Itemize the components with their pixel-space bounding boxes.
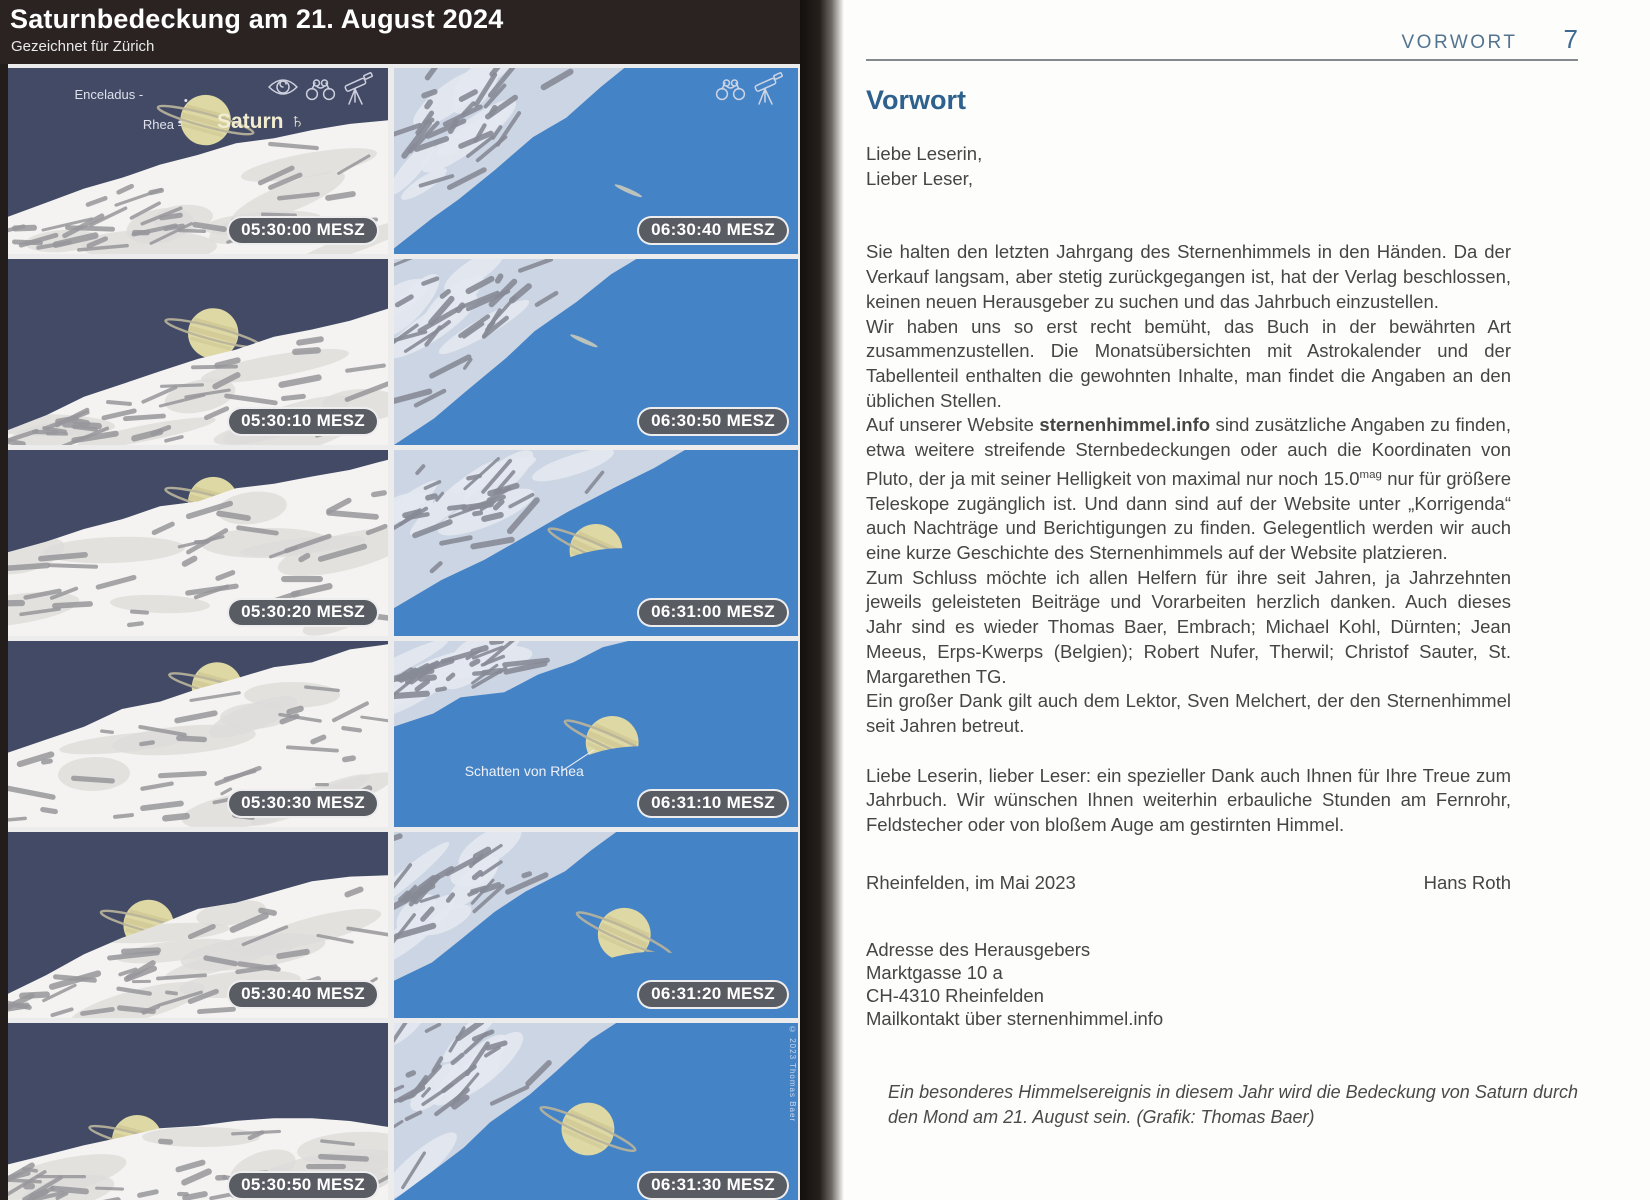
occultation-frame-1 — [8, 68, 388, 254]
foreword-paragraph: Zum Schluss möchte ich allen Helfern für ihre seit Jahren, ja Jahrzehnten jeweils geleisteten Beiträge und Vorarbeiten herzlich danken. Auch dieses Jahr sind es wieder Thomas Baer, Embrach; Michael Kohl, Dürnten; Jean Meeus, Erps-Kwerps (Belgien); Robert Nufer, Therwil; Christof Sauter, St. Margarethen TG. — [866, 566, 1511, 687]
address-line: Adresse des Herausgebers — [866, 939, 1091, 961]
address-line: Marktgasse 10 a — [866, 962, 1003, 984]
timestamp-badge: 05:30:10 MESZ — [227, 407, 379, 436]
book-spine-shadow — [800, 0, 844, 1200]
timestamp-badge: 06:31:10 MESZ — [637, 789, 789, 818]
occultation-frame-7 — [394, 68, 798, 254]
foreword-body — [866, 142, 1511, 1030]
timestamp-badge: 06:30:50 MESZ — [637, 407, 789, 436]
page-title: Saturnbedeckung am 21. August 2024 — [10, 4, 504, 34]
right-page — [844, 0, 1650, 1200]
occultation-frame-10 — [394, 641, 798, 827]
foreword-paragraph: Ein großer Dank gilt auch dem Lektor, Sven Melchert, der den Sternenhimmel seit Jahren betreut. — [866, 690, 1511, 736]
timestamp-badge: 06:30:40 MESZ — [637, 216, 789, 245]
timestamp-badge: 06:31:20 MESZ — [637, 980, 789, 1009]
foreword-paragraph: Liebe Leserin, lieber Leser: ein spezieller Dank auch Ihnen für Ihre Treue zum Jahrbuch. Wir wünschen Ihnen weiterhin erbauliche Stunden am Fernrohr, Feldstecher oder von bloßem Auge am gestirnten Himmel. — [866, 764, 1511, 836]
header-rule — [866, 59, 1578, 61]
signoff-place-date: Rheinfelden, im Mai 2023 — [866, 871, 1076, 893]
panel-label: Saturn ♄ — [217, 109, 306, 133]
address-line: Mailkontakt über sternenhimmel.info — [866, 1008, 1164, 1030]
page-number: 7 — [1563, 24, 1578, 54]
graphic-credit: © 2023 Thomas Baer — [788, 1025, 797, 1123]
foreword-paragraphs — [866, 240, 1511, 738]
timestamp-badge: 06:31:30 MESZ — [637, 1171, 789, 1200]
occultation-frame-4 — [8, 641, 388, 827]
occultation-frame-11 — [394, 832, 798, 1018]
timestamp-badge: 05:30:00 MESZ — [227, 216, 379, 245]
page-subtitle: Gezeichnet für Zürich — [11, 38, 155, 55]
occultation-panel-grid — [8, 64, 802, 1200]
timestamp-badge: 05:30:30 MESZ — [227, 789, 379, 818]
panel-label: Rhea - — [142, 117, 182, 133]
signoff-row — [866, 871, 1511, 896]
occultation-frame-3 — [8, 450, 388, 636]
image-caption: Ein besonderes Himmelsereignis in diesem Jahr wird die Bedeckung von Saturn durch den Mond am 21. August sein. (Grafik: Thomas Baer) — [888, 1082, 1578, 1127]
moon-satellite-dot — [184, 99, 187, 102]
panel-label: Schatten von Rhea — [464, 762, 584, 779]
timestamp-badge: 05:30:50 MESZ — [227, 1171, 379, 1200]
occultation-frame-12 — [394, 1023, 798, 1200]
salutation-line: Liebe Leserin, — [866, 143, 983, 164]
right-page-content — [866, 0, 1578, 1127]
panel-label: Enceladus - — [74, 86, 144, 102]
timestamp-badge: 05:30:40 MESZ — [227, 980, 379, 1009]
running-header — [866, 24, 1578, 55]
timestamp-badge: 06:31:00 MESZ — [637, 598, 789, 627]
running-header-label: VORWORT — [1401, 32, 1518, 53]
publisher-address — [866, 938, 1511, 1030]
salutation-line: Lieber Leser, — [866, 167, 973, 189]
foreword-paragraph: Auf unserer Website sternenhimmel.info sind zusätzliche Angaben zu finden, etwa weitere streifende Sternbedeckungen oder auch die Koordinaten von Pluto, der ja mit seiner Helligkeit von maximal nur noch $15.0^{mag}$ nur für größere Teleskope zugänglich ist. Und dann sind auf der Website unter „Korrigenda“ auch Nachträge und Berichtigungen zu finden. Gelegentlich werden wir auch eine kurze Geschichte des Sternenhimmels auf der Website platzieren. — [866, 414, 1511, 563]
closing-paragraph — [866, 764, 1511, 838]
foreword-paragraph: Wir haben uns so erst recht bemüht, das Buch in der bewährten Art zusammenzustellen. Die Monatsübersichten mit Astrokalender und der Tabellenteil enthalten die gewohnten Inhalte, man findet die Angaben an den üblichen Stellen. — [866, 315, 1511, 411]
occultation-frame-9 — [394, 450, 798, 636]
timestamp-badge: 05:30:20 MESZ — [227, 598, 379, 627]
salutation — [866, 142, 1511, 191]
left-page-header — [0, 0, 800, 64]
occultation-frame-8 — [394, 259, 798, 445]
section-heading: Vorwort — [866, 85, 966, 115]
address-line: CH-4310 Rheinfelden — [866, 985, 1044, 1007]
occultation-frame-5 — [8, 832, 388, 1018]
occultation-frame-6 — [8, 1023, 388, 1200]
signoff-author: Hans Roth — [1423, 871, 1511, 893]
foreword-paragraph: Sie halten den letzten Jahrgang des Sternenhimmels in den Händen. Da der Verkauf langsam, aber stetig zurückgegangen ist, hat der Verlag beschlossen, keinen neuen Herausgeber zu suchen und das Jahrbuch einzustellen. — [866, 241, 1511, 312]
occultation-frame-2 — [8, 259, 388, 445]
